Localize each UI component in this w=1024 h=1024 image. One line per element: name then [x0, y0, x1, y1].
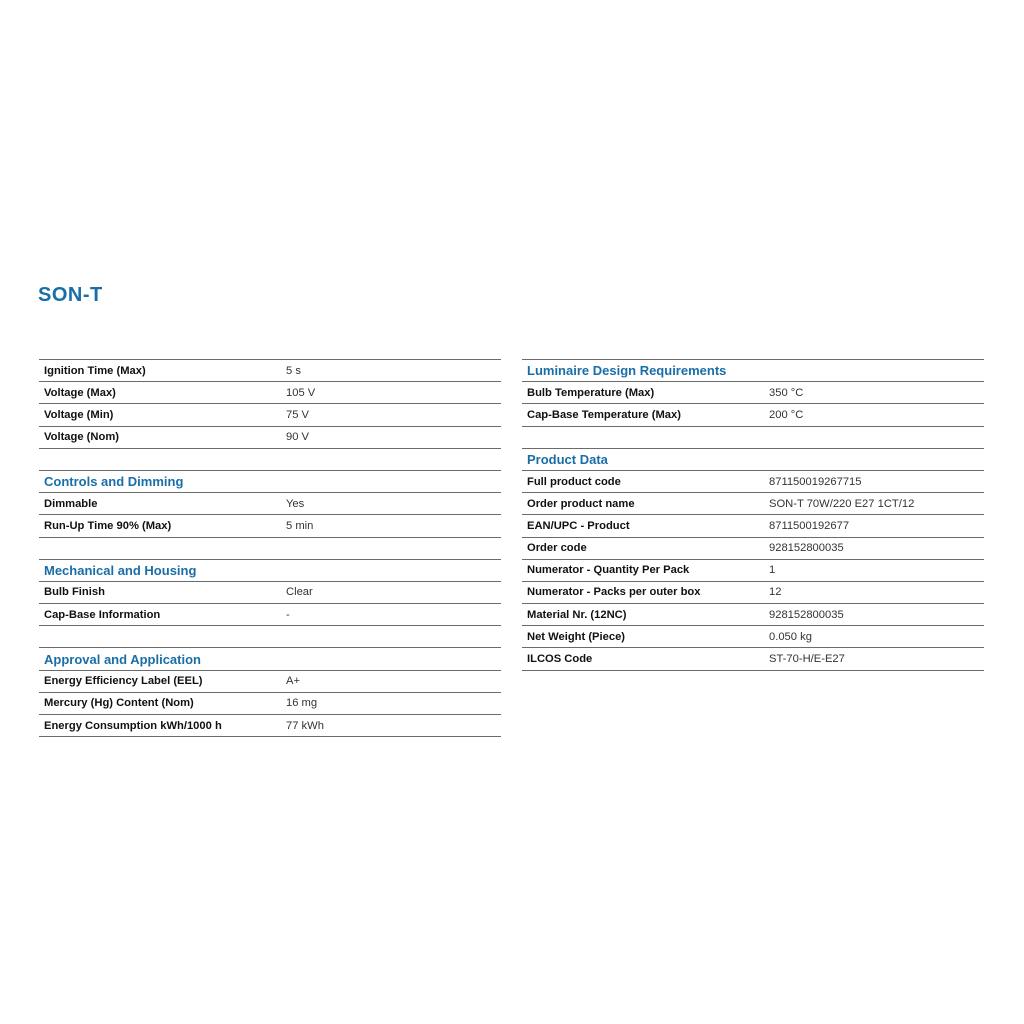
- section-heading-product: Product Data: [522, 448, 984, 470]
- spec-row: [522, 537, 984, 559]
- spec-label: Material Nr. (12NC): [527, 608, 627, 621]
- table-bottom-rule: [522, 670, 984, 671]
- section-spacer: [39, 625, 501, 647]
- spec-label: Ignition Time (Max): [44, 364, 146, 377]
- spec-row: [522, 514, 984, 536]
- spec-row: [522, 625, 984, 647]
- spec-row: [522, 603, 984, 625]
- spec-value: 5 min: [286, 519, 314, 532]
- spec-row: [39, 403, 501, 425]
- spec-value: ST-70-H/E-E27: [769, 653, 845, 666]
- section-heading-approval: Approval and Application: [39, 647, 501, 669]
- spec-label: Cap-Base Temperature (Max): [527, 408, 681, 421]
- spec-label: Order product name: [527, 497, 635, 510]
- spec-label: EAN/UPC - Product: [527, 519, 630, 532]
- spec-value: SON-T 70W/220 E27 1CT/12: [769, 497, 915, 510]
- spec-value: 0.050 kg: [769, 630, 812, 643]
- spec-value: 16 mg: [286, 697, 318, 710]
- spec-row: [39, 581, 501, 603]
- spec-row: [522, 559, 984, 581]
- spec-value: 77 kWh: [286, 719, 324, 732]
- table-bottom-rule: [39, 736, 501, 737]
- spec-row: [39, 426, 501, 448]
- spec-value: 90 V: [286, 431, 310, 444]
- spec-label: Numerator - Packs per outer box: [527, 586, 701, 599]
- spec-row: [39, 692, 501, 714]
- spec-value: 1: [769, 564, 776, 577]
- section-spacer: [39, 537, 501, 559]
- spec-label: Energy Consumption kWh/1000 h: [44, 719, 222, 732]
- spec-value: 871150019267715: [769, 475, 862, 488]
- section-heading-mechanical: Mechanical and Housing: [39, 559, 501, 581]
- spec-label: Order code: [527, 542, 587, 555]
- spec-row: [39, 514, 501, 536]
- spec-label: Mercury (Hg) Content (Nom): [44, 697, 194, 710]
- spec-label: ILCOS Code: [527, 653, 593, 666]
- spec-label: Voltage (Max): [44, 386, 116, 399]
- spec-value: 75 V: [286, 408, 310, 421]
- spec-row: [522, 403, 984, 425]
- spec-value: 200 °C: [769, 408, 804, 421]
- spec-value: Clear: [286, 586, 313, 599]
- spec-value: 12: [769, 586, 782, 599]
- spec-value: Yes: [286, 497, 305, 510]
- spec-label: Dimmable: [44, 497, 98, 510]
- spec-label: Net Weight (Piece): [527, 630, 626, 643]
- section-heading-controls: Controls and Dimming: [39, 470, 501, 492]
- spec-row: [522, 492, 984, 514]
- section-heading-luminaire: Luminaire Design Requirements: [522, 359, 984, 381]
- spec-row: [39, 603, 501, 625]
- spec-label: Full product code: [527, 475, 621, 488]
- spec-label: Run-Up Time 90% (Max): [44, 519, 172, 532]
- spec-row: [522, 470, 984, 492]
- spec-value: 8711500192677: [769, 519, 850, 532]
- page-title: SON-T: [38, 284, 103, 306]
- left-spec-column: [39, 359, 501, 737]
- spec-value: 350 °C: [769, 386, 804, 399]
- spec-row: [39, 670, 501, 692]
- spec-label: Numerator - Quantity Per Pack: [527, 564, 690, 577]
- spec-label: Energy Efficiency Label (EEL): [44, 675, 203, 688]
- spec-label: Cap-Base Information: [44, 608, 161, 621]
- spec-row: [39, 381, 501, 403]
- section-spacer: [39, 448, 501, 470]
- spec-label: Bulb Finish: [44, 586, 105, 599]
- spec-row: [522, 647, 984, 669]
- spec-row: [39, 492, 501, 514]
- spec-value: -: [286, 608, 290, 621]
- spec-label: Voltage (Min): [44, 408, 114, 421]
- spec-value: A+: [286, 675, 300, 688]
- right-spec-column: [522, 359, 984, 671]
- spec-value: 5 s: [286, 364, 301, 377]
- spec-row: [522, 581, 984, 603]
- section-spacer: [522, 426, 984, 448]
- spec-label: Bulb Temperature (Max): [527, 386, 655, 399]
- spec-row: [39, 359, 501, 381]
- spec-label: Voltage (Nom): [44, 431, 119, 444]
- spec-row: [39, 714, 501, 736]
- spec-value: 928152800035: [769, 542, 844, 555]
- spec-value: 928152800035: [769, 608, 844, 621]
- spec-row: [522, 381, 984, 403]
- spec-value: 105 V: [286, 386, 316, 399]
